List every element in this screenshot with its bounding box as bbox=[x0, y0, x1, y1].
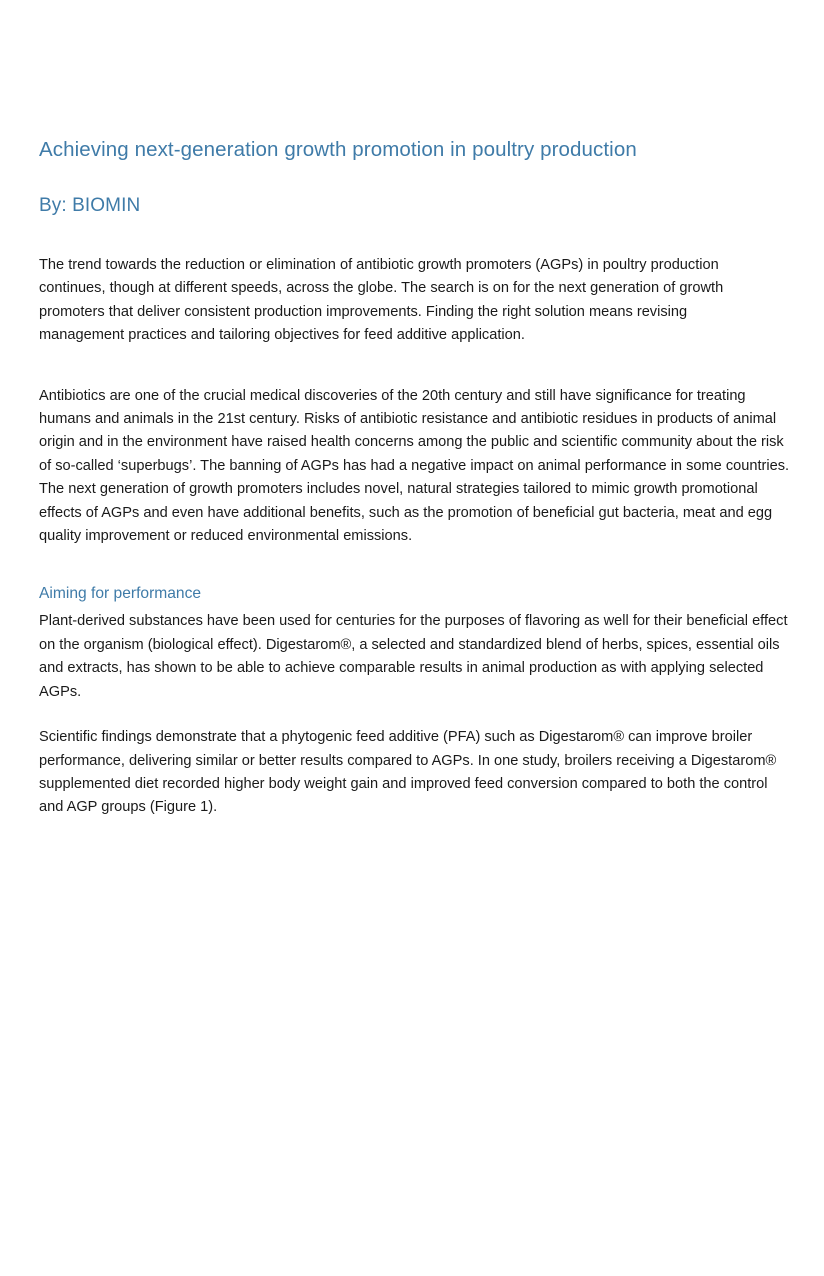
lead-paragraph: The trend towards the reduction or elimination of antibiotic growth promoters (AGPs) in poultry production continues, though at different speeds, across the globe. The search is on for the next generation of growth promoters that deliver consistent production improvements. Finding the right solution means revising management practices and tailoring objectives for feed additive application. bbox=[39, 257, 724, 344]
section-heading-aiming-for-performance: Aiming for performance bbox=[39, 585, 202, 603]
byline: By: BIOMIN bbox=[39, 195, 141, 216]
section-paragraph-2: Scientific findings demonstrate that a phytogenic feed additive (PFA) such as Digestarom® can improve broiler performance, delivering similar or better results compared to AGPs. In one study, broilers receiving a Digestarom® supplemented diet recorded higher body weight gain and improved feed conversion compared to both the control and AGP groups (Figure 1). bbox=[39, 729, 777, 816]
section-paragraph-1: Plant-derived substances have been used for centuries for the purposes of flavoring as well for their beneficial effect on the organism (biological effect). Digestarom®, a selected and standardized blend of herbs, spices, essential oils and extracts, has shown to be able to achieve comparable results in animal production as with applying selected AGPs. bbox=[39, 613, 788, 700]
document-content bbox=[39, 0, 789, 820]
intro-paragraph: Antibiotics are one of the crucial medical discoveries of the 20th century and still have significance for treating humans and animals in the 21st century. Risks of antibiotic resistance and antibiotic residues in products of animal origin and in the environment have raised health concerns among the public and scientific community about the risk of so-called ‘superbugs’. The banning of AGPs has had a negative impact on animal performance in some countries. The next generation of growth promoters includes novel, natural strategies tailored to mimic growth promotional effects of AGPs and even have additional benefits, such as the promotion of beneficial gut bacteria, meat and egg quality improvement or reduced environmental emissions. bbox=[39, 387, 790, 545]
page-title: Achieving next-generation growth promotion in poultry production bbox=[39, 138, 637, 161]
